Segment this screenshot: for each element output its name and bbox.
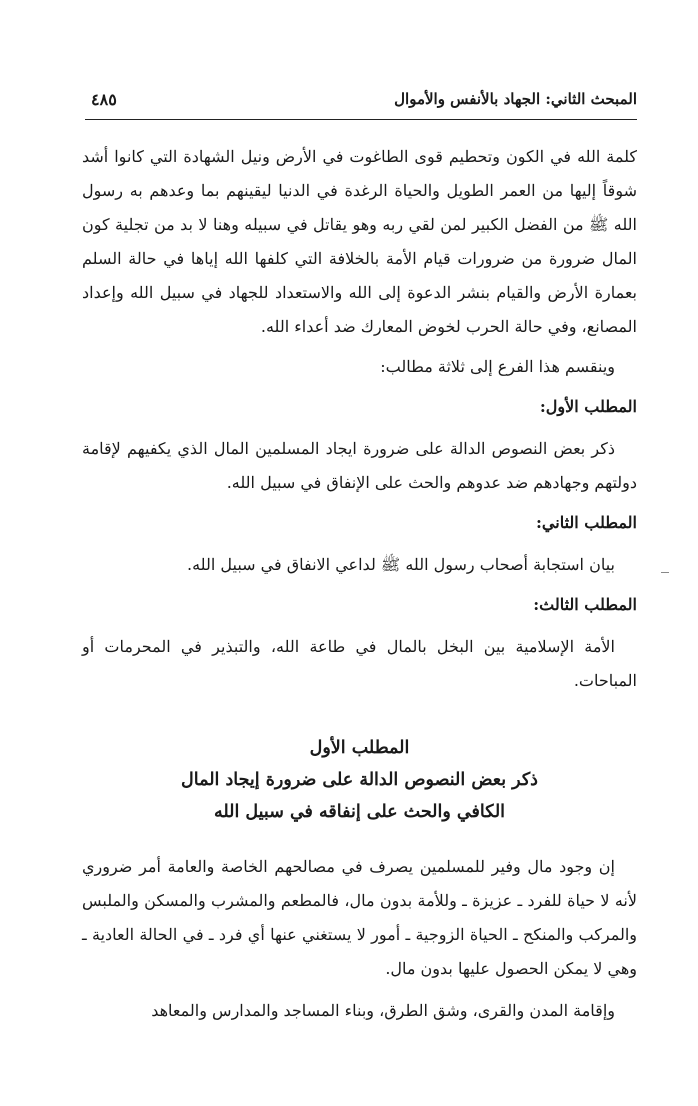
running-title: المبحث الثاني: الجهاد بالأنفس والأموال [394,90,637,108]
division-intro: وينقسم هذا الفرع إلى ثلاثة مطالب: [380,357,615,376]
running-header [85,86,637,120]
section-3-label: المطلب الثالث: [533,595,637,614]
margin-mark [661,572,669,573]
heading-line-3: الكافي والحث على إنفاقه في سبيل الله [213,802,506,822]
section-3-text: الأمة الإسلامية بين البخل بالمال في طاعة الله، والتبذير في المحرمات أو المباحات. [82,637,637,690]
page-number: ٤٨٥ [91,90,117,109]
heading-line-1: المطلب الأول [309,738,410,758]
chapter-heading [82,732,637,828]
section-2-text: بيان استجابة أصحاب رسول الله ﷺ لداعي الانفاق في سبيل الله. [187,555,615,574]
heading-line-2: ذكر بعض النصوص الدالة على ضرورة إيجاد المال [181,770,538,790]
paragraph-necessity-of-wealth: إن وجود مال وفير للمسلمين يصرف في مصالحهم الخاصة والعامة أمر ضروري لأنه لا حياة للفرد ـ عزيزة ـ وللأمة بدون مال، فالمطعم والمشرب والمسكن والملبس والمركب والمنكح ـ الحياة الزوجية ـ أمور لا يستغني عنها أي فرد ـ في الحالة العادية ـ وهي لا يمكن الحصول عليها بدون مال. [82,857,637,978]
page-content [82,140,637,1028]
header-rule [85,119,637,120]
section-1-text: ذكر بعض النصوص الدالة على ضرورة ايجاد المسلمين المال الذي يكفيهم لإقامة دولتهم وجهادهم ضد عدوهم والحث على الإنفاق في سبيل الله. [82,439,637,492]
section-1-label: المطلب الأول: [539,397,637,416]
paragraph-continued: كلمة الله في الكون وتحطيم قوى الطاغوت في الأرض ونيل الشهادة التي كانوا أشد شوقاً إليها من العمر الطويل والحياة الرغدة في الدنيا ليقينهم بما وعدهم به رسول الله ﷺ من الفضل الكبير لمن لقي ربه وهو يقاتل في سبيله وهنا لا بد من تجلية كون المال ضرورة من ضرورات قيام الأمة بالخلافة التي كلفها الله إياها في حالة السلم بعمارة الأرض والقيام بنشر الدعوة إلى الله والاستعداد للجهاد في سبيل الله وإعداد المصانع، وفي حالة الحرب لخوض المعارك ضد أعداء الله. [82,147,638,336]
section-2-label: المطلب الثاني: [536,513,637,532]
paragraph-building-cities: وإقامة المدن والقرى، وشق الطرق، وبناء المساجد والمدارس والمعاهد [151,1001,615,1020]
